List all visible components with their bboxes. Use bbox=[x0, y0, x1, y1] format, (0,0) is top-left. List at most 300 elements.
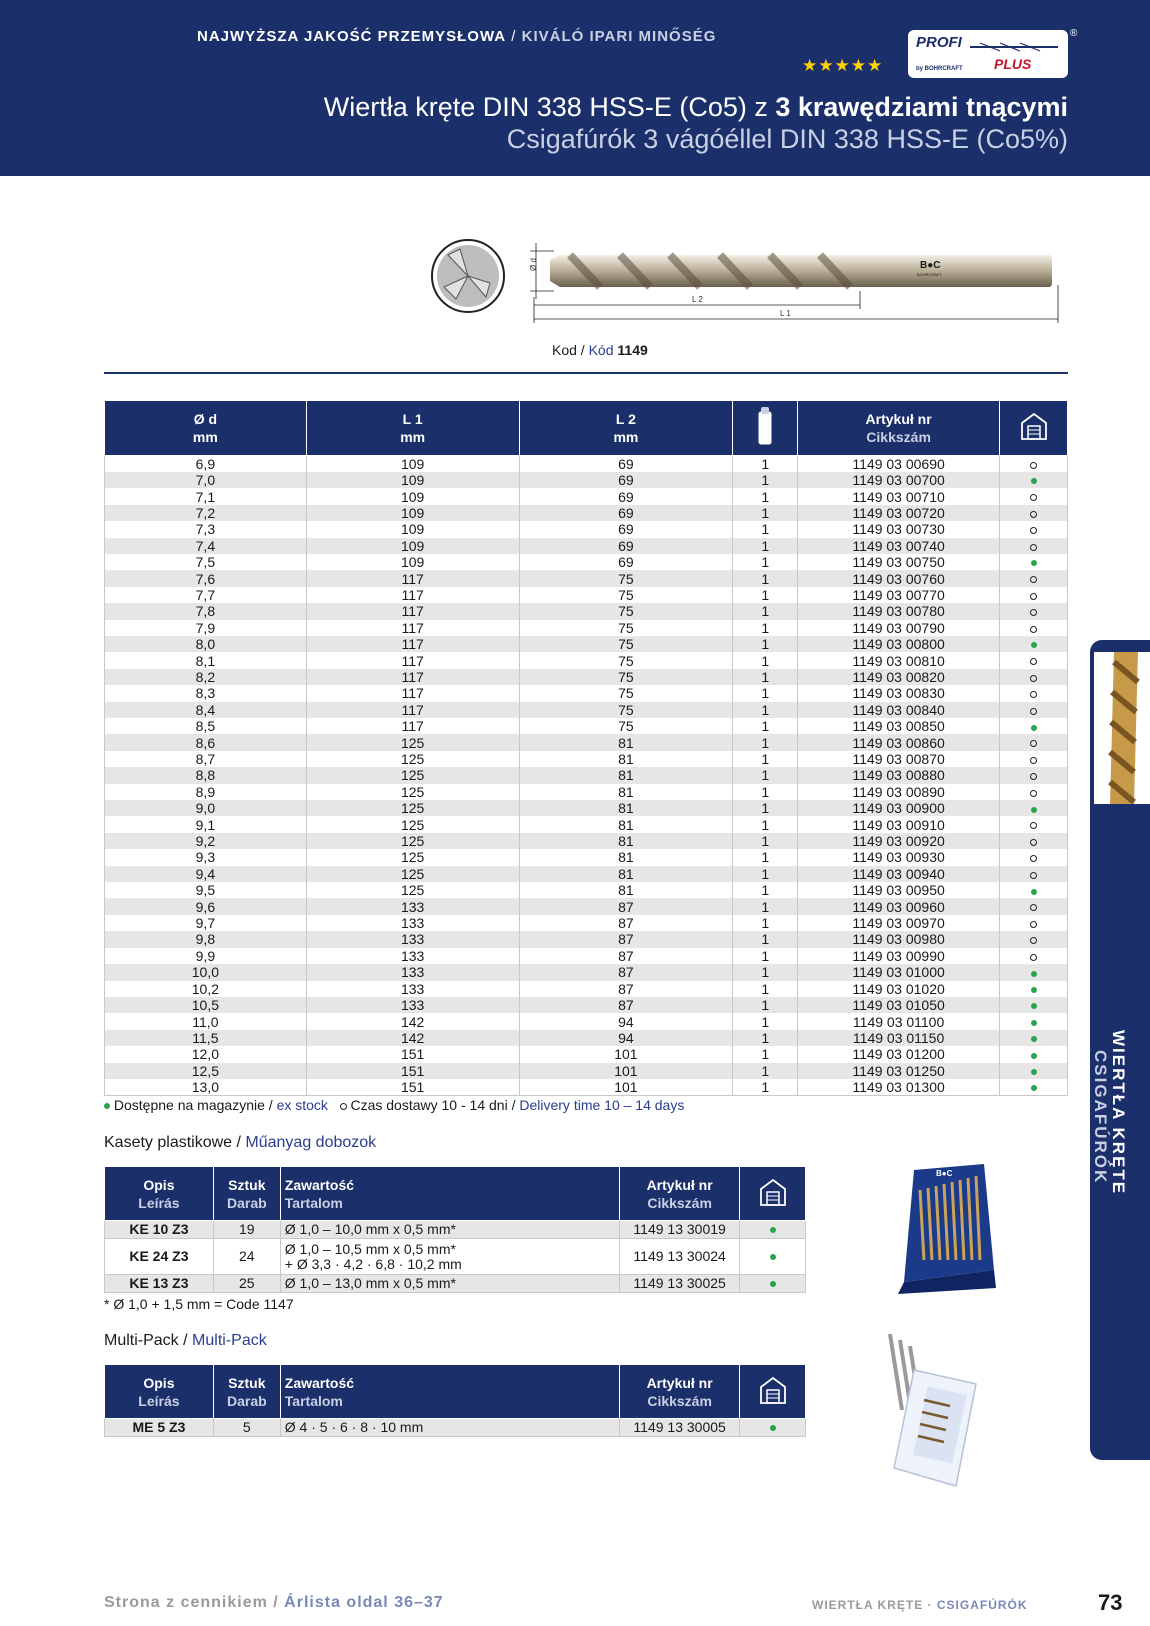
multipack-title bbox=[104, 1332, 267, 1350]
cell-l2: 81 bbox=[519, 882, 733, 898]
drill-brand-sub: BOHRCRAFT bbox=[917, 272, 942, 277]
col-l1-pl: L 1 bbox=[402, 411, 423, 427]
table-row bbox=[105, 767, 1068, 783]
cell-stock bbox=[1000, 472, 1068, 488]
cell-l2: 69 bbox=[519, 505, 733, 521]
cell-diameter: 8,5 bbox=[105, 718, 307, 734]
page-header bbox=[0, 0, 1150, 176]
cell-pack: 1 bbox=[733, 456, 798, 472]
cell-l1: 125 bbox=[306, 784, 519, 800]
side-tab-label-pl: WIERTŁA KRĘTE bbox=[1109, 1030, 1128, 1196]
col-sztuk-hu: Darab bbox=[226, 1392, 267, 1409]
dim-l2-label: L 2 bbox=[692, 295, 703, 304]
cell-l1: 133 bbox=[306, 898, 519, 914]
table-row bbox=[105, 1275, 806, 1293]
cell-l2: 94 bbox=[519, 1013, 733, 1029]
cell-l1: 151 bbox=[306, 1046, 519, 1062]
cell-pack: 1 bbox=[733, 587, 798, 603]
cell-l1: 125 bbox=[306, 767, 519, 783]
cell-pack: 1 bbox=[733, 981, 798, 997]
cell-stock bbox=[1000, 620, 1068, 636]
cell-pack: 1 bbox=[733, 767, 798, 783]
case-content bbox=[280, 1239, 619, 1275]
table-row bbox=[105, 882, 1068, 898]
title-pl-prefix: Wiertła kręte DIN 338 HSS-E (Co5) z bbox=[323, 92, 776, 122]
footer-category bbox=[812, 1598, 1028, 1612]
case-article: 1149 13 30025 bbox=[620, 1275, 740, 1293]
case-article: 1149 13 30019 bbox=[620, 1221, 740, 1239]
cell-diameter: 11,5 bbox=[105, 1030, 307, 1046]
cell-pack: 1 bbox=[733, 472, 798, 488]
cell-pack: 1 bbox=[733, 849, 798, 865]
table-row bbox=[105, 948, 1068, 964]
cell-l2: 75 bbox=[519, 620, 733, 636]
cell-article: 1149 03 00940 bbox=[798, 866, 1000, 882]
col-diameter bbox=[105, 401, 307, 456]
cell-pack: 1 bbox=[733, 620, 798, 636]
cell-pack: 1 bbox=[733, 1046, 798, 1062]
cell-diameter: 9,8 bbox=[105, 931, 307, 947]
green-dot-icon bbox=[1031, 889, 1037, 895]
cell-diameter: 8,3 bbox=[105, 685, 307, 701]
cell-l1: 109 bbox=[306, 505, 519, 521]
cell-l1: 133 bbox=[306, 997, 519, 1013]
cell-pack: 1 bbox=[733, 800, 798, 816]
cell-pack: 1 bbox=[733, 964, 798, 980]
page-number: 73 bbox=[1098, 1590, 1123, 1615]
col-art-hu: Cikkszám bbox=[647, 1194, 712, 1211]
cell-stock bbox=[1000, 948, 1068, 964]
warehouse-icon bbox=[1019, 411, 1049, 441]
cell-diameter: 7,5 bbox=[105, 554, 307, 570]
open-circle-icon bbox=[1030, 904, 1037, 911]
footer-left-pl: Strona z cennikiem bbox=[104, 1594, 268, 1611]
product-code bbox=[552, 342, 648, 358]
table-row bbox=[105, 652, 1068, 668]
col-art-hu: Cikkszám bbox=[647, 1392, 712, 1409]
multipack-title-pl: Multi-Pack bbox=[104, 1332, 179, 1349]
cell-stock bbox=[1000, 1030, 1068, 1046]
code-label-pl: Kod bbox=[552, 342, 577, 358]
case-article: 1149 13 30024 bbox=[620, 1239, 740, 1275]
table-row bbox=[105, 931, 1068, 947]
cell-l2: 75 bbox=[519, 702, 733, 718]
cell-article: 1149 03 00710 bbox=[798, 488, 1000, 504]
cell-l2: 87 bbox=[519, 915, 733, 931]
cell-l1: 117 bbox=[306, 620, 519, 636]
cell-article: 1149 03 01050 bbox=[798, 997, 1000, 1013]
table-row bbox=[105, 488, 1068, 504]
cell-article: 1149 03 00890 bbox=[798, 784, 1000, 800]
cell-pack: 1 bbox=[733, 866, 798, 882]
table-row bbox=[105, 538, 1068, 554]
cell-pack: 1 bbox=[733, 997, 798, 1013]
col-stock bbox=[740, 1167, 806, 1221]
cell-l1: 117 bbox=[306, 702, 519, 718]
cases-title-hu: Műanyag dobozok bbox=[245, 1134, 377, 1151]
cell-l2: 87 bbox=[519, 948, 733, 964]
cell-stock bbox=[1000, 751, 1068, 767]
cell-article: 1149 03 00740 bbox=[798, 538, 1000, 554]
cell-article: 1149 03 00820 bbox=[798, 669, 1000, 685]
cell-stock bbox=[1000, 570, 1068, 586]
open-circle-icon bbox=[340, 1103, 347, 1110]
col-opis-pl: Opis bbox=[143, 1374, 175, 1391]
green-dot-icon bbox=[1031, 1020, 1037, 1026]
title-pl-bold: 3 krawędziami tnącymi bbox=[775, 92, 1068, 122]
col-zaw-hu: Tartalom bbox=[284, 1194, 343, 1211]
legend-delivery-hu: Delivery time 10 – 14 days bbox=[519, 1097, 685, 1113]
cell-article: 1149 03 00770 bbox=[798, 587, 1000, 603]
cell-article: 1149 03 01100 bbox=[798, 1013, 1000, 1029]
cell-stock bbox=[1000, 784, 1068, 800]
open-circle-icon bbox=[1030, 609, 1037, 616]
table-header-row bbox=[105, 1365, 806, 1419]
green-dot-icon bbox=[1031, 1036, 1037, 1042]
green-dot-icon bbox=[770, 1254, 776, 1260]
cell-diameter: 12,5 bbox=[105, 1063, 307, 1079]
cell-stock bbox=[1000, 767, 1068, 783]
green-dot-icon bbox=[1031, 560, 1037, 566]
cell-pack: 1 bbox=[733, 1030, 798, 1046]
cases-title-pl: Kasety plastikowe bbox=[104, 1134, 233, 1151]
cell-l1: 125 bbox=[306, 882, 519, 898]
cell-diameter: 7,8 bbox=[105, 603, 307, 619]
cell-article: 1149 03 00860 bbox=[798, 734, 1000, 750]
cell-l2: 69 bbox=[519, 472, 733, 488]
cell-l1: 109 bbox=[306, 456, 519, 472]
cell-article: 1149 03 00700 bbox=[798, 472, 1000, 488]
col-stock bbox=[740, 1365, 806, 1419]
col-zaw-pl: Zawartość bbox=[284, 1374, 355, 1391]
cell-stock bbox=[1000, 816, 1068, 832]
cell-pack: 1 bbox=[733, 734, 798, 750]
open-circle-icon bbox=[1030, 494, 1037, 501]
cell-article: 1149 03 01300 bbox=[798, 1079, 1000, 1095]
cell-diameter: 8,6 bbox=[105, 734, 307, 750]
logo-plus-text: PLUS bbox=[994, 56, 1032, 72]
col-l1 bbox=[306, 401, 519, 456]
cell-l2: 87 bbox=[519, 898, 733, 914]
cell-l2: 87 bbox=[519, 931, 733, 947]
green-dot-icon bbox=[1031, 807, 1037, 813]
green-dot-icon bbox=[1031, 642, 1037, 648]
table-row bbox=[105, 669, 1068, 685]
profi-plus-logo bbox=[908, 30, 1068, 78]
case-brand: B●C bbox=[936, 1169, 953, 1178]
cell-pack: 1 bbox=[733, 669, 798, 685]
cell-pack: 1 bbox=[733, 1063, 798, 1079]
cell-article: 1149 03 00840 bbox=[798, 702, 1000, 718]
cases-title-sep: / bbox=[232, 1134, 246, 1151]
cell-l1: 109 bbox=[306, 521, 519, 537]
cell-stock bbox=[1000, 505, 1068, 521]
cell-l1: 142 bbox=[306, 1030, 519, 1046]
cell-l2: 94 bbox=[519, 1030, 733, 1046]
cell-diameter: 7,1 bbox=[105, 488, 307, 504]
cell-pack: 1 bbox=[733, 784, 798, 800]
code-sep: / bbox=[576, 342, 589, 358]
multipack-name: ME 5 Z3 bbox=[105, 1419, 214, 1437]
cell-l2: 81 bbox=[519, 866, 733, 882]
cell-article: 1149 03 00690 bbox=[798, 456, 1000, 472]
table-row bbox=[105, 718, 1068, 734]
table-row bbox=[105, 702, 1068, 718]
cell-article: 1149 03 00780 bbox=[798, 603, 1000, 619]
cell-diameter: 7,9 bbox=[105, 620, 307, 636]
cell-l2: 69 bbox=[519, 538, 733, 554]
col-zawartosc bbox=[280, 1167, 619, 1221]
cell-l1: 109 bbox=[306, 538, 519, 554]
cell-l1: 151 bbox=[306, 1063, 519, 1079]
cell-diameter: 9,9 bbox=[105, 948, 307, 964]
cell-article: 1149 03 00760 bbox=[798, 570, 1000, 586]
cases-footnote: * Ø 1,0 + 1,5 mm = Code 1147 bbox=[104, 1296, 294, 1312]
case-name: KE 24 Z3 bbox=[105, 1239, 214, 1275]
table-row bbox=[105, 898, 1068, 914]
multipack-image bbox=[880, 1330, 1000, 1490]
green-dot-icon bbox=[1031, 478, 1037, 484]
cell-stock bbox=[1000, 488, 1068, 504]
cell-article: 1149 03 00800 bbox=[798, 636, 1000, 652]
tagline-hu: KIVÁLÓ IPARI MINŐSÉG bbox=[521, 28, 717, 45]
cell-article: 1149 03 01200 bbox=[798, 1046, 1000, 1062]
cell-stock bbox=[1000, 538, 1068, 554]
open-circle-icon bbox=[1030, 675, 1037, 682]
cell-l1: 109 bbox=[306, 488, 519, 504]
cell-l2: 75 bbox=[519, 718, 733, 734]
col-art-pl: Artykuł nr bbox=[646, 1176, 713, 1193]
cell-l1: 117 bbox=[306, 587, 519, 603]
cell-l2: 69 bbox=[519, 521, 733, 537]
table-header-row bbox=[105, 401, 1068, 456]
table-row bbox=[105, 521, 1068, 537]
col-diameter-pl: Ø d bbox=[193, 411, 218, 427]
logo-drill-icon bbox=[970, 40, 1060, 54]
cell-pack: 1 bbox=[733, 948, 798, 964]
cell-diameter: 7,6 bbox=[105, 570, 307, 586]
cell-article: 1149 03 01250 bbox=[798, 1063, 1000, 1079]
col-opis bbox=[105, 1167, 214, 1221]
table-row bbox=[105, 1079, 1068, 1095]
cell-pack: 1 bbox=[733, 833, 798, 849]
cell-article: 1149 03 00730 bbox=[798, 521, 1000, 537]
cell-diameter: 8,2 bbox=[105, 669, 307, 685]
table-row bbox=[105, 751, 1068, 767]
logo-by-text: by BOHRCRAFT bbox=[916, 66, 963, 72]
cell-article: 1149 03 01150 bbox=[798, 1030, 1000, 1046]
legend-stock-hu: ex stock bbox=[276, 1097, 328, 1113]
cell-article: 1149 03 00960 bbox=[798, 898, 1000, 914]
cell-l2: 101 bbox=[519, 1063, 733, 1079]
cell-article: 1149 03 00980 bbox=[798, 931, 1000, 947]
footer-right-sep: · bbox=[923, 1598, 937, 1612]
tagline-pl: NAJWYŻSZA JAKOŚĆ PRZEMYSŁOWA bbox=[197, 28, 507, 45]
cell-stock bbox=[1000, 915, 1068, 931]
cell-diameter: 10,5 bbox=[105, 997, 307, 1013]
case-name: KE 13 Z3 bbox=[105, 1275, 214, 1293]
package-icon bbox=[758, 406, 772, 446]
multipack-content: Ø 4 · 5 · 6 · 8 · 10 mm bbox=[280, 1419, 619, 1437]
rating-stars: ★★★★★ bbox=[802, 56, 884, 75]
cell-l1: 133 bbox=[306, 981, 519, 997]
side-drill-image bbox=[1094, 652, 1150, 804]
cell-pack: 1 bbox=[733, 570, 798, 586]
table-row bbox=[105, 620, 1068, 636]
cell-stock bbox=[1000, 1046, 1068, 1062]
cell-diameter: 7,3 bbox=[105, 521, 307, 537]
open-circle-icon bbox=[1030, 527, 1037, 534]
drill-drawing bbox=[430, 225, 1080, 355]
cell-l2: 101 bbox=[519, 1079, 733, 1095]
cell-l1: 117 bbox=[306, 718, 519, 734]
warehouse-icon bbox=[758, 1375, 788, 1405]
col-l2 bbox=[519, 401, 733, 456]
table-row bbox=[105, 587, 1068, 603]
open-circle-icon bbox=[1030, 626, 1037, 633]
cell-l1: 117 bbox=[306, 570, 519, 586]
col-sztuk-pl: Sztuk bbox=[228, 1176, 266, 1193]
footer-left-sep: / bbox=[267, 1594, 285, 1611]
cell-l2: 75 bbox=[519, 669, 733, 685]
green-dot-icon bbox=[770, 1281, 776, 1287]
table-row bbox=[105, 1221, 806, 1239]
cell-l1: 125 bbox=[306, 849, 519, 865]
col-opis-hu: Leírás bbox=[138, 1392, 180, 1409]
cell-l1: 117 bbox=[306, 636, 519, 652]
open-circle-icon bbox=[1030, 790, 1037, 797]
cell-article: 1149 03 00870 bbox=[798, 751, 1000, 767]
cell-pack: 1 bbox=[733, 718, 798, 734]
cell-l2: 87 bbox=[519, 964, 733, 980]
case-stock bbox=[740, 1275, 806, 1293]
cell-diameter: 9,6 bbox=[105, 898, 307, 914]
cell-article: 1149 03 00810 bbox=[798, 652, 1000, 668]
table-row bbox=[105, 1419, 806, 1437]
cell-l1: 125 bbox=[306, 816, 519, 832]
cell-stock bbox=[1000, 652, 1068, 668]
table-row bbox=[105, 1013, 1068, 1029]
table-row bbox=[105, 734, 1068, 750]
cell-l1: 109 bbox=[306, 472, 519, 488]
cell-diameter: 8,7 bbox=[105, 751, 307, 767]
cell-pack: 1 bbox=[733, 931, 798, 947]
drill-body bbox=[550, 255, 1052, 287]
cell-l2: 87 bbox=[519, 997, 733, 1013]
cell-stock bbox=[1000, 866, 1068, 882]
cell-pack: 1 bbox=[733, 1079, 798, 1095]
cell-stock bbox=[1000, 636, 1068, 652]
cell-l1: 125 bbox=[306, 833, 519, 849]
cell-stock bbox=[1000, 1063, 1068, 1079]
open-circle-icon bbox=[1030, 921, 1037, 928]
table-row bbox=[105, 800, 1068, 816]
col-article-pl: Artykuł nr bbox=[865, 411, 932, 427]
open-circle-icon bbox=[1030, 593, 1037, 600]
legend-delivery-pl: Czas dostawy 10 - 14 dni bbox=[350, 1097, 508, 1113]
cell-pack: 1 bbox=[733, 702, 798, 718]
col-zaw-hu: Tartalom bbox=[284, 1392, 343, 1409]
cell-l1: 151 bbox=[306, 1079, 519, 1095]
table-row bbox=[105, 981, 1068, 997]
col-art-pl: Artykuł nr bbox=[646, 1374, 713, 1391]
open-circle-icon bbox=[1030, 691, 1037, 698]
open-circle-icon bbox=[1030, 937, 1037, 944]
col-artykul bbox=[620, 1365, 740, 1419]
cell-article: 1149 03 00750 bbox=[798, 554, 1000, 570]
cell-stock bbox=[1000, 685, 1068, 701]
registered-mark: ® bbox=[1070, 28, 1078, 39]
cases-table bbox=[104, 1166, 806, 1293]
open-circle-icon bbox=[1030, 462, 1037, 469]
cell-diameter: 8,9 bbox=[105, 784, 307, 800]
cell-stock bbox=[1000, 931, 1068, 947]
cell-stock bbox=[1000, 964, 1068, 980]
page-title-pl bbox=[324, 92, 1068, 123]
cell-l1: 117 bbox=[306, 669, 519, 685]
drill-spec-table bbox=[104, 400, 1068, 1096]
cell-pack: 1 bbox=[733, 898, 798, 914]
col-stock bbox=[1000, 401, 1068, 456]
multipack-stock bbox=[740, 1419, 806, 1437]
table-row bbox=[105, 1030, 1068, 1046]
table-row bbox=[105, 554, 1068, 570]
cell-diameter: 10,0 bbox=[105, 964, 307, 980]
cell-l1: 125 bbox=[306, 734, 519, 750]
table-header-row bbox=[105, 1167, 806, 1221]
code-label-hu: Kód bbox=[588, 342, 614, 358]
cell-article: 1149 03 00930 bbox=[798, 849, 1000, 865]
cell-stock bbox=[1000, 849, 1068, 865]
open-circle-icon bbox=[1030, 954, 1037, 961]
cell-article: 1149 03 00880 bbox=[798, 767, 1000, 783]
cell-l2: 75 bbox=[519, 685, 733, 701]
case-qty: 19 bbox=[213, 1221, 280, 1239]
col-pack bbox=[733, 401, 798, 456]
table-row bbox=[105, 472, 1068, 488]
cell-diameter: 13,0 bbox=[105, 1079, 307, 1095]
green-dot-icon bbox=[1031, 725, 1037, 731]
dim-l1-label: L 1 bbox=[780, 309, 791, 318]
cell-diameter: 8,8 bbox=[105, 767, 307, 783]
cell-article: 1149 03 00900 bbox=[798, 800, 1000, 816]
cell-l1: 125 bbox=[306, 800, 519, 816]
legend-sep: / bbox=[264, 1097, 277, 1113]
case-qty: 24 bbox=[213, 1239, 280, 1275]
page-title-hu: Csigafúrók 3 vágóéllel DIN 338 HSS-E (Co5%) bbox=[506, 124, 1068, 154]
drill-brand: B●C bbox=[920, 260, 941, 271]
cell-l2: 75 bbox=[519, 570, 733, 586]
cell-l1: 117 bbox=[306, 685, 519, 701]
cell-stock bbox=[1000, 702, 1068, 718]
cell-stock bbox=[1000, 833, 1068, 849]
col-article bbox=[798, 401, 1000, 456]
cell-article: 1149 03 00920 bbox=[798, 833, 1000, 849]
table-row bbox=[105, 915, 1068, 931]
multipack-article: 1149 13 30005 bbox=[620, 1419, 740, 1437]
cell-l2: 81 bbox=[519, 784, 733, 800]
footer-left-hu: Árlista oldal 36–37 bbox=[284, 1594, 444, 1611]
cell-pack: 1 bbox=[733, 816, 798, 832]
case-stock bbox=[740, 1221, 806, 1239]
table-row bbox=[105, 570, 1068, 586]
cell-stock bbox=[1000, 669, 1068, 685]
table-row bbox=[105, 849, 1068, 865]
cases-title bbox=[104, 1134, 376, 1152]
cell-article: 1149 03 00910 bbox=[798, 816, 1000, 832]
col-opis-hu: Leírás bbox=[138, 1194, 180, 1211]
green-dot-icon bbox=[1031, 1053, 1037, 1059]
